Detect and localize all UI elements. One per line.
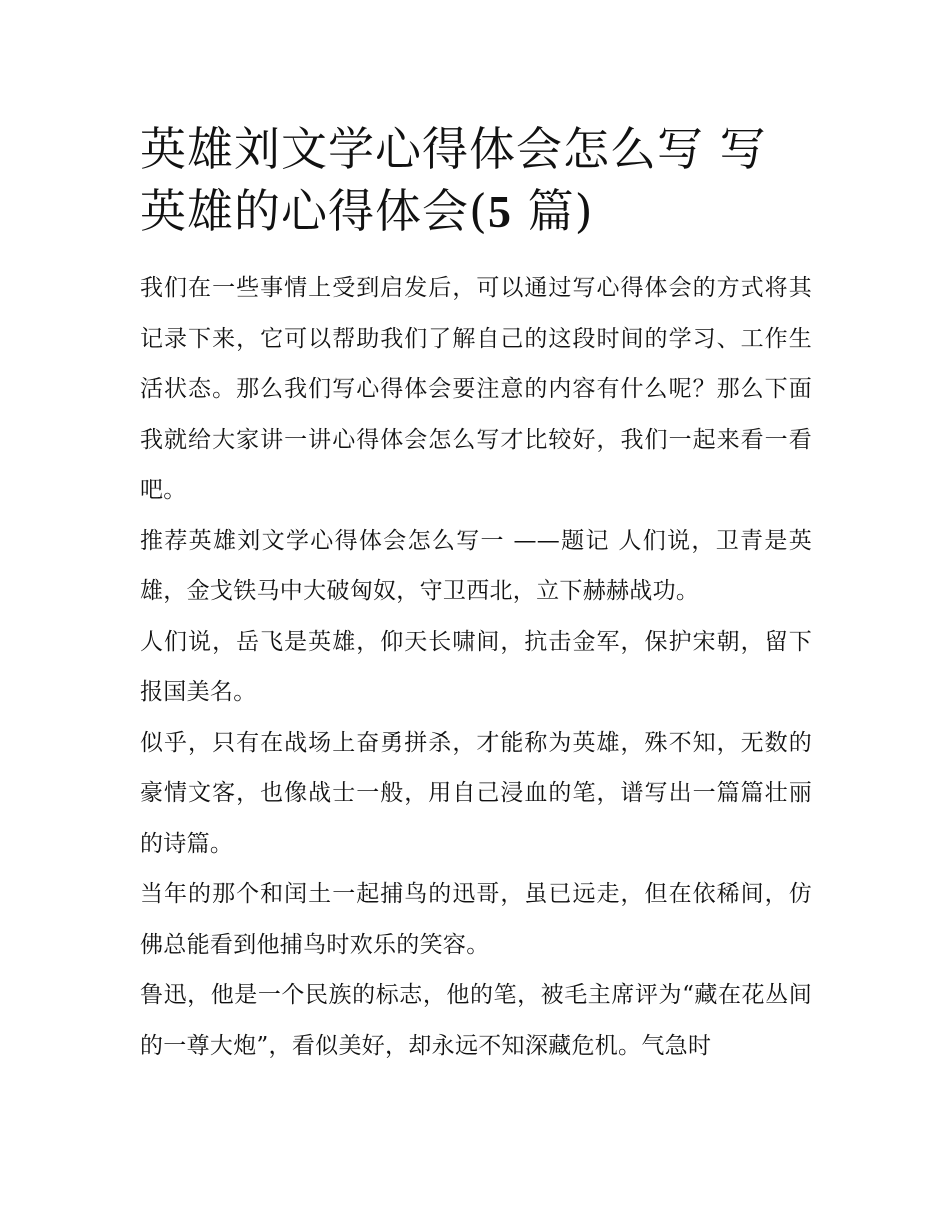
paragraph-yuefei: 人们说，岳飞是英雄，仰天长啸间，抗击金军，保护宋朝，留下报国美名。 <box>140 628 812 705</box>
document-title <box>140 118 812 243</box>
title-suffix: 篇) <box>511 184 594 238</box>
paragraph-luxun: 鲁迅，他是一个民族的标志，他的笔，被毛主席评为“藏在花丛间的一尊大炮”，看似美好，却永远不知深藏危机。气急时 <box>140 982 812 1059</box>
title-text: 英雄刘文学心得体会怎么写 写英雄的心得体会( <box>140 122 767 238</box>
document-body <box>140 118 812 1071</box>
paragraph-weiqing: 推荐英雄刘文学心得体会怎么写一 ——题记 人们说，卫青是英雄，金戈铁马中大破匈奴，守卫西北，立下赫赫战功。 <box>140 527 812 604</box>
paragraph-intro: 我们在一些事情上受到启发后，可以通过写心得体会的方式将其记录下来，它可以帮助我们了解自己的这段时间的学习、工作生活状态。那么我们写心得体会要注意的内容有什么呢？那么下面我就给大家讲一讲心得体会怎么写才比较好，我们一起来看一看吧。 <box>140 275 812 503</box>
paragraph-xunge: 当年的那个和闰土一起捕鸟的迅哥，虽已远走，但在依稀间，仿佛总能看到他捕鸟时欢乐的笑容。 <box>140 881 812 958</box>
paragraph-writers: 似乎，只有在战场上奋勇拼杀，才能称为英雄，殊不知，无数的豪情文客，也像战士一般，用自己浸血的笔，谱写出一篇篇壮丽的诗篇。 <box>140 729 812 857</box>
title-number: 5 <box>487 186 512 237</box>
